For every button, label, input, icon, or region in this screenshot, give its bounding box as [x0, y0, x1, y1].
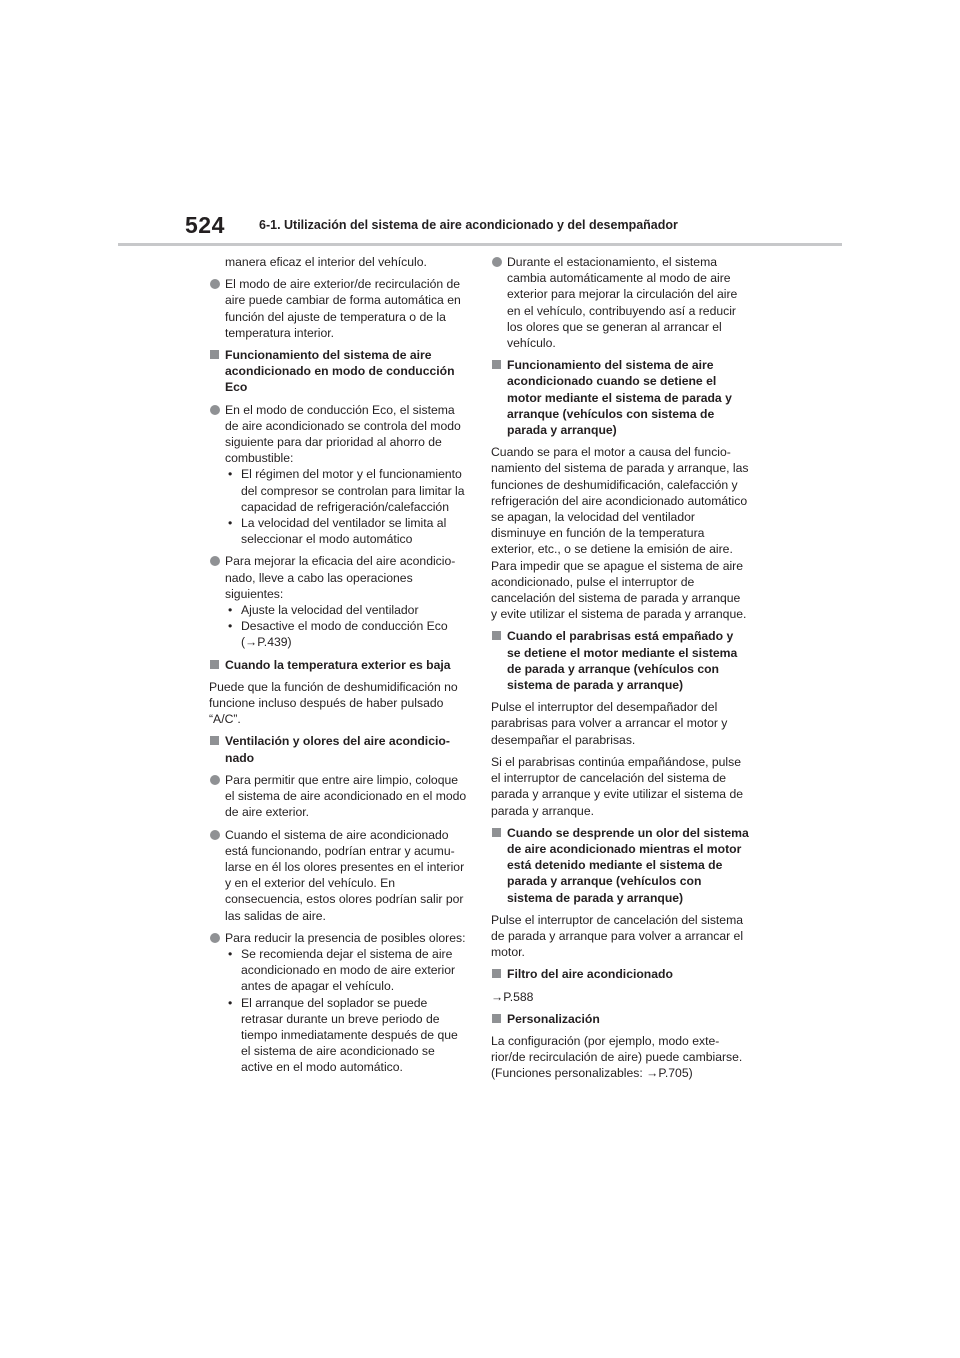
page-number: 524: [185, 212, 225, 238]
sub-item-text: El arranque del soplador se puede retrasar durante un breve periodo de tiempo inmediatamente después de que el sistema de aire acondicionado se active en el modo automático.: [241, 995, 458, 1075]
sub-item: [225, 602, 467, 618]
bullet-item: [209, 553, 467, 650]
bullet-item: [491, 254, 749, 351]
square-marker-icon: [210, 736, 219, 745]
sub-item: [225, 946, 467, 995]
heading-text: Personalización: [507, 1011, 600, 1026]
heading-text: Funcionamiento del sistema de aire acondicionado en modo de conducción Eco: [225, 348, 455, 395]
paragraph: Cuando se para el motor a causa del funcionamiento del sistema de parada y arranque, las funciones de deshumidificación, calefacción y refrigeración del aire acondicionado automático se apagan, la velocidad del ventilador disminuye en función de la temperatura exterior, etc., o se detiene la emisión de aire. Para impedir que se apague el sistema de aire acondicionado, pulse el interruptor de cancelación del sistema de parada y arranque y evite utilizar el sistema de parada y arranque.: [491, 445, 749, 622]
section-heading: [209, 347, 467, 396]
sub-item-text: El régimen del motor y el funcionamiento del compresor se controlan para limitar la capacidad de refrigeración/calefacción: [241, 467, 465, 514]
section-heading: [491, 1011, 749, 1027]
square-marker-icon: [492, 828, 501, 837]
sub-item-text: Se recomienda dejar el sistema de aire acondicionado en modo de aire exterior antes de apagar el vehículo.: [241, 946, 456, 994]
bullet-text: Cuando el sistema de aire acondicionado está funcionando, podrían entrar y acumularse en él los olores presentes en el interior y en el exterior del vehículo. En consecuencia, estos olores podrían salir por las salidas de aire.: [225, 827, 465, 923]
bullet-item: [209, 772, 467, 821]
bullet-text: Para reducir la presencia de posibles olores:: [225, 930, 466, 945]
square-marker-icon: [492, 631, 501, 640]
continued-text: manera eficaz el interior del vehículo.: [225, 255, 427, 269]
bullet-text: Para mejorar la eficacia del aire acondicionado, lleve a cabo las operaciones siguientes:: [225, 554, 456, 601]
section-heading: [491, 825, 749, 906]
sub-bullet-icon: •: [228, 619, 233, 634]
left-column: [209, 254, 467, 1082]
paragraph: Pulse el interruptor de cancelación del sistema de parada y arranque para volver a arrancar el motor.: [491, 912, 744, 960]
bullet-icon: [492, 257, 502, 267]
paragraph: (Funciones personalizables: →P.705): [491, 1066, 693, 1081]
section-heading: [491, 628, 749, 693]
square-marker-icon: [492, 1014, 501, 1023]
sub-item: [225, 466, 467, 515]
sub-item-text: La velocidad del ventilador se limita al seleccionar el modo automático: [241, 516, 447, 547]
section-heading: [491, 966, 749, 982]
square-marker-icon: [210, 660, 219, 669]
bullet-icon: [210, 556, 220, 566]
sub-bullet-icon: •: [228, 995, 233, 1010]
heading-text: Ventilación y olores del aire acondicionado: [225, 734, 450, 765]
sub-item: [225, 995, 467, 1076]
sub-bullet-icon: •: [228, 603, 233, 618]
heading-text: Filtro del aire acondicionado: [507, 967, 673, 982]
section-heading: [209, 733, 467, 765]
sub-bullet-icon: •: [228, 467, 233, 482]
square-marker-icon: [492, 360, 501, 369]
paragraph: Puede que la función de deshumidificación no funcione incluso después de haber pulsado “A/C”.: [209, 679, 458, 727]
sub-item-text: Desactive el modo de conducción Eco (→P.439): [241, 619, 448, 650]
heading-text: Cuando el parabrisas está empañado y se detiene el motor mediante el sistema de parada y arranque (vehículos con sistema de parada y arranque): [507, 629, 738, 693]
section-title: 6-1. Utilización del sistema de aire acondicionado y del desempañador: [259, 218, 678, 232]
heading-text: Funcionamiento del sistema de aire acondicionado cuando se detiene el motor mediante el sistema de parada y arranque (vehículos con sistema de parada y arranque): [507, 358, 732, 438]
paragraph: Pulse el interruptor del desempañador del parabrisas para volver a arrancar el motor y desempañar el parabrisas.: [491, 700, 728, 747]
bullet-text: Durante el estacionamiento, el sistema cambia automáticamente al modo de aire exterior para mejorar la circulación del aire en el vehículo, contribuyendo así a reducir los olores que se generan al arrancar el vehículo.: [507, 255, 738, 351]
bullet-icon: [210, 830, 220, 840]
section-heading: [491, 357, 749, 438]
paragraph: La configuración (por ejemplo, modo exterior/de recirculación de aire) puede cambiarse.: [491, 1033, 743, 1065]
square-marker-icon: [492, 969, 501, 978]
right-column: [491, 254, 749, 1082]
bullet-item: [209, 276, 467, 341]
heading-text: Cuando la temperatura exterior es baja: [225, 657, 451, 672]
header-rule: [118, 243, 842, 246]
bullet-text: En el modo de conducción Eco, el sistema de aire acondicionado se controla del modo siguiente para dar prioridad al ahorro de combustible:: [225, 402, 461, 466]
bullet-item: [209, 930, 467, 1076]
sub-item: [225, 515, 467, 547]
bullet-icon: [210, 775, 220, 785]
sub-bullet-icon: •: [228, 516, 233, 531]
sub-item: [225, 618, 467, 650]
paragraph: Si el parabrisas continúa empañándose, pulse el interruptor de cancelación del sistema de parada y arranque y evite utilizar el sistema de parada y arranque.: [491, 754, 744, 818]
square-marker-icon: [210, 350, 219, 359]
bullet-text: El modo de aire exterior/de recirculación de aire puede cambiar de forma automática en función del ajuste de temperatura o de la temperatura interior.: [225, 277, 461, 340]
bullet-item: [209, 402, 467, 548]
sub-bullet-icon: •: [228, 946, 233, 961]
bullet-icon: [210, 279, 220, 289]
bullet-item: [209, 827, 467, 924]
bullet-icon: [210, 933, 220, 943]
bullet-text: Para permitir que entre aire limpio, coloque el sistema de aire acondicionado en el modo de aire exterior.: [225, 772, 467, 820]
section-heading: [209, 657, 467, 673]
heading-text: Cuando se desprende un olor del sistema de aire acondicionado mientras el motor está detenido mediante el sistema de parada y arranque (vehículos con sistema de parada y arranque): [507, 825, 749, 905]
page-reference: →P.588: [491, 989, 534, 1004]
bullet-icon: [210, 405, 220, 415]
sub-item-text: Ajuste la velocidad del ventilador: [241, 603, 419, 618]
